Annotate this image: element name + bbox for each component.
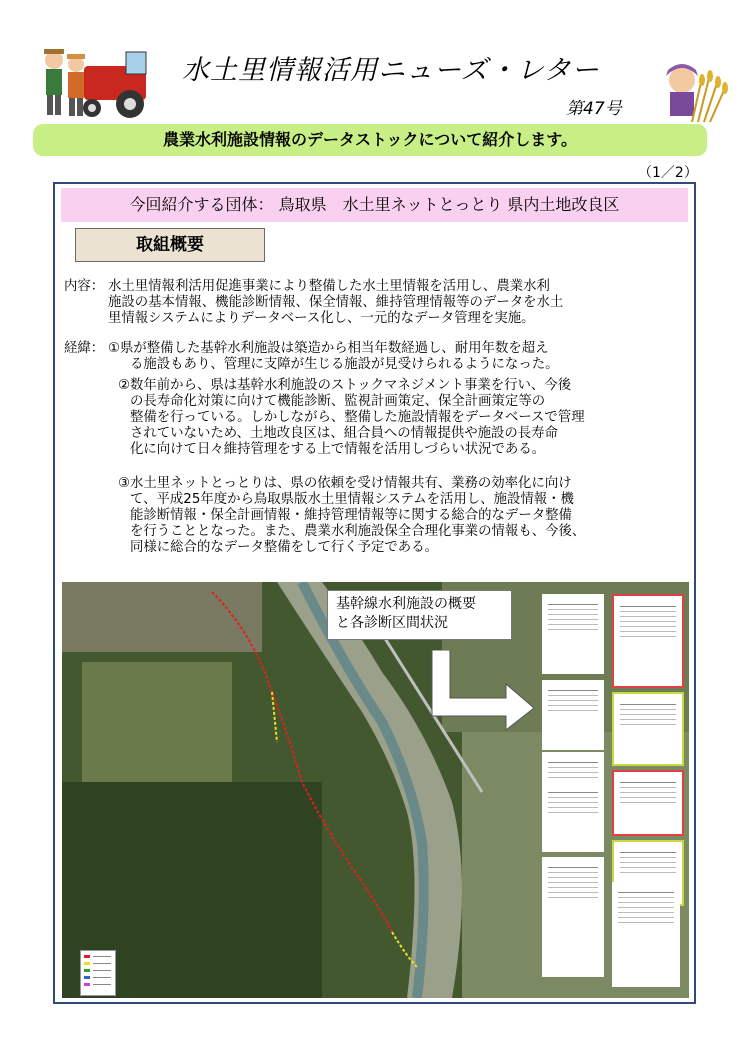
map-callout-line: と各診断区間状況 [336, 615, 448, 631]
content-line: 水土里情報利活用促進事業により整備した水土里情報を活用し、農業水利 [108, 279, 550, 294]
report-thumbnail [612, 882, 680, 987]
report-thumbnail [612, 594, 684, 688]
report-thumbnail [542, 857, 604, 977]
arrow-icon [426, 650, 536, 732]
history-line: 同様に総合的なデータ整備をして行く予定である。 [130, 540, 438, 555]
page-number: （1／2） [638, 165, 698, 181]
report-thumbnail [612, 692, 684, 766]
history-line: を行うこととなった。また、農業水利施設保全合理化事業の情報も、今後、 [130, 524, 586, 539]
farmers-with-tractor-illustration [34, 44, 162, 120]
history-line: 化に向けて日々維持管理をする上で情報を活用しづらい状況である。 [130, 442, 546, 457]
content-line: 施設の基本情報、機能診断情報、保全情報、維持管理情報等のデータを水土 [108, 295, 564, 310]
report-thumbnail [542, 680, 604, 750]
history-line: ②数年前から、県は基幹水利施設のストックマネジメント事業を行い、今後 [118, 378, 572, 393]
history-line: されていないため、土地改良区は、組合員への情報提供や施設の長寿命 [130, 426, 558, 441]
history-line: ①県が整備した基幹水利施設は築造から相当年数経過し、耐用年数を超え [108, 341, 549, 356]
section-tag-label: 取組概要 [136, 235, 204, 255]
newsletter-title: 水土里情報活用ニューズ・レター [182, 55, 600, 86]
aerial-map [62, 582, 689, 998]
content-label: 内容： [64, 279, 105, 294]
report-thumbnail [612, 770, 684, 836]
issue-number: 第47号 [566, 99, 622, 119]
organization-box [61, 188, 688, 222]
history-line: の長寿命化対策に向けて機能診断、監視計画策定、保全計画策定等の [130, 394, 546, 409]
history-line: て、平成25年度から鳥取県版水土里情報システムを活用し、施設情報・機 [130, 492, 574, 507]
report-thumbnail [542, 594, 604, 674]
organization-name: 鳥取県 水土里ネットとっとり 県内土地改良区 [278, 195, 620, 214]
organization-label: 今回紹介する団体： [129, 195, 274, 214]
history-label: 経緯： [64, 341, 105, 356]
content-line: 里情報システムによりデータベース化し、一元的なデータ管理を実施。 [108, 311, 535, 326]
section-tag [75, 228, 265, 262]
map-callout-line: 基幹線水利施設の概要 [336, 596, 476, 612]
headline-text: 農業水利施設情報のデータストックについて紹介します。 [163, 130, 577, 149]
history-line: ③水土里ネットとっとりは、県の依頼を受け情報共有、業務の効率化に向け [118, 476, 572, 491]
history-line: る施設もあり、管理に支障が生じる施設が見受けられるようになった。 [130, 357, 559, 372]
headline-banner [33, 124, 707, 156]
girl-with-rice-illustration [652, 58, 730, 124]
map-legend [80, 950, 116, 996]
history-line: 能診断情報・保全計画情報・維持管理情報等に関する総合的なデータ整備 [130, 508, 572, 523]
map-callout [327, 590, 512, 640]
history-line: 整備を行っている。しかしながら、整備した施設情報をデータベースで管理 [130, 410, 585, 425]
report-thumbnail [542, 782, 604, 852]
